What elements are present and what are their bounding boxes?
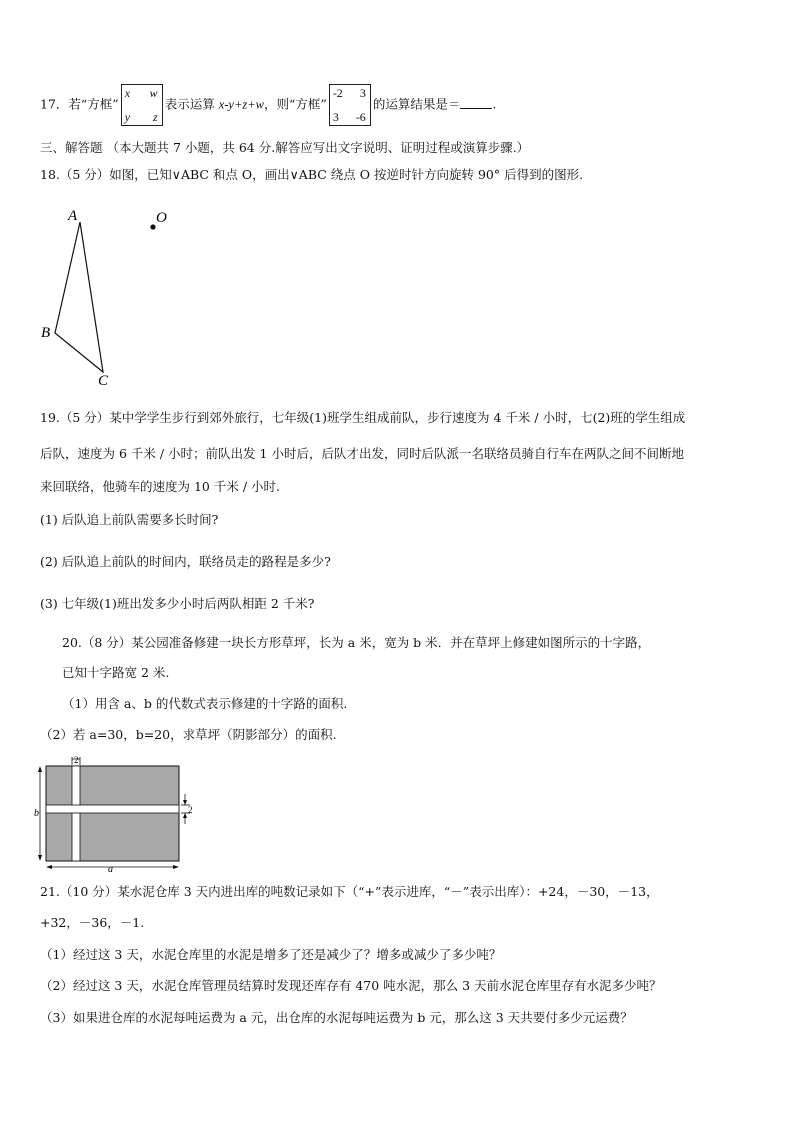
q19-sub2: (2) 后队追上前队的时间内，联络员走的路程是多少?: [40, 554, 331, 569]
label-b: B: [41, 325, 51, 341]
q17-line: [40, 84, 496, 126]
q19-line3: 来回联络，他骑车的速度为 10 千米 / 小时.: [40, 479, 280, 494]
triangle-abc: [55, 222, 103, 372]
label-o: O: [156, 210, 167, 226]
q17-text3: ，则“方框”: [264, 96, 327, 112]
dim-bottom-label: a: [108, 864, 113, 874]
q19-sub3: (3) 七年级(1)班出发多少小时后两队相距 2 千米?: [40, 596, 315, 611]
q18-triangle-figure: [30, 200, 190, 395]
lawn-rect: [46, 766, 179, 861]
operation-box-2: [329, 84, 371, 126]
operation-box-1: [121, 84, 163, 126]
point-o: [150, 224, 155, 229]
q17-text4: 的运算结果是＝: [372, 96, 461, 112]
box2-tr: 3: [359, 86, 366, 100]
q19-line1: 19.（5 分）某中学学生步行到郊外旅行，七年级(1)班学生组成前队，步行速度为 4 千米 / 小时，七(2)班的学生组成: [40, 410, 686, 425]
q20-line2: 已知十字路宽 2 米.: [62, 665, 170, 680]
q19-line2: 后队，速度为 6 千米 / 小时；前队出发 1 小时后，后队才出发，同时后队派一名联络员骑自行车在两队之间不间断地: [40, 446, 684, 461]
box1-br: z: [153, 110, 158, 124]
q17-expression: x-y+z+w: [218, 97, 265, 112]
box2-bl: 3: [332, 110, 339, 124]
q17-end: .: [492, 96, 497, 112]
q21-sub3: （3）如果进仓库的水泥每吨运费为 a 元，出仓库的水泥每吨运费为 b 元，那么这 3 天共要付多少元运费？: [40, 1010, 633, 1025]
box1-tr: w: [149, 86, 158, 100]
q20-lawn-figure: [34, 756, 204, 874]
label-a: A: [68, 208, 78, 224]
box2-br: -6: [355, 110, 366, 124]
box2-tl: -2: [332, 86, 343, 100]
answer-blank: [460, 97, 492, 109]
section-heading: 三、解答题 （本大题共 7 小题，共 64 分.解答应写出文字说明、证明过程或演算步骤.）: [40, 140, 530, 155]
q20-line1: 20.（8 分）某公园准备修建一块长方形草坪，长为 a 米，宽为 b 米．并在草坪上修建如图所示的十字路，: [62, 635, 651, 650]
box1-bl: y: [124, 110, 131, 124]
q20-sub1: （1）用含 a、b 的代数式表示修建的十字路的面积.: [62, 696, 348, 711]
q18-text: 18.（5 分）如图，已知∨ABC 和点 O，画出∨ABC 绕点 O 按逆时针方向旋转 90° 后得到的图形.: [40, 167, 584, 182]
label-c: C: [98, 373, 109, 389]
q21-line1: 21.（10 分）某水泥仓库 3 天内进出库的吨数记录如下（“+”表示进库，“－”表示出库）：+24，－30，－13，: [40, 884, 659, 899]
q19-sub1: (1) 后队追上前队需要多长时间?: [40, 512, 219, 527]
horizontal-path: [46, 805, 179, 813]
dim-right-label: 2: [188, 805, 193, 815]
q21-sub1: （1）经过这 3 天，水泥仓库里的水泥是增多了还是减少了？增多或减少了多少吨？: [40, 947, 502, 962]
box1-tl: x: [124, 86, 131, 100]
dim-left-label: b: [34, 808, 39, 819]
dim-top-label: 2: [74, 756, 79, 765]
q20-sub2: （2）若 a=30，b=20，求草坪（阴影部分）的面积.: [40, 727, 337, 742]
q17-text2: 表示运算: [164, 96, 215, 112]
vertical-path: [72, 766, 80, 861]
q21-sub2: （2）经过这 3 天，水泥仓库管理员结算时发现还库存有 470 吨水泥，那么 3 天前水泥仓库里存有水泥多少吨？: [40, 978, 662, 993]
q21-line2: +32，－36，－1.: [40, 915, 145, 930]
q17-prefix: 17．若“方框”: [40, 96, 119, 112]
